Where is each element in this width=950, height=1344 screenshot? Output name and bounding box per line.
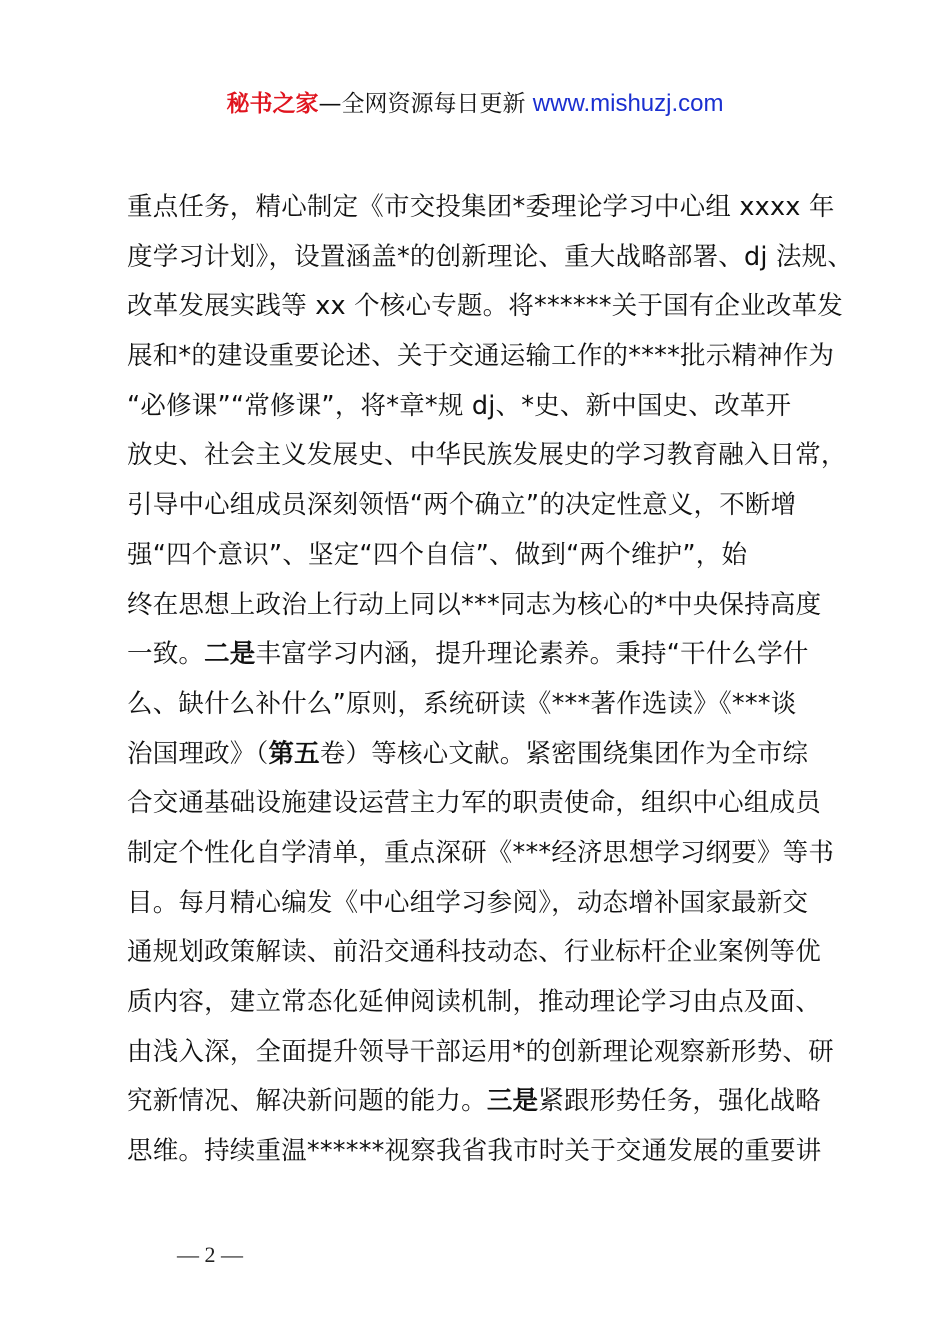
page-number: — 2 —	[177, 1242, 243, 1267]
text-line: 由浅入深，全面提升领导干部运用*的创新理论观察新形势、研	[127, 1036, 834, 1067]
text-line: 重点任务，精心制定《市交投集团*委理论学习中心组 xxxx 年	[127, 192, 835, 222]
header-tagline: —全网资源每日更新	[318, 91, 533, 117]
brand-name: 秘书之家	[226, 91, 319, 117]
text-line: 质内容，建立常态化延伸阅读机制，推动理论学习由点及面、	[127, 987, 821, 1017]
text-segment: 卷）等核心文献。紧密围绕集团作为全市综	[319, 738, 809, 769]
text-line: 放史、社会主义发展史、中华民族发展史的学习教育融入日常，	[127, 440, 847, 471]
site-url-link[interactable]: www.mishuzj.com	[532, 90, 724, 117]
text-segment: 一致。	[127, 639, 205, 670]
text-line	[127, 630, 839, 680]
text-line: 终在思想上政治上行动上同以***同志为核心的*中央保持高度	[127, 589, 822, 620]
site-header	[0, 86, 950, 122]
text-line: 通规划政策解读、前沿交通科技动态、行业标杆企业案例等优	[127, 937, 821, 968]
text-line: 目。每月精心编发《中心组学习参阅》，动态增补国家最新交	[127, 887, 809, 918]
text-segment: 丰富学习内涵，提升理论素养。秉持“干什么学什	[255, 639, 809, 670]
bold-keyword: 二是	[204, 639, 256, 670]
text-line: 强“四个意识”、坚定“四个自信”、做到“两个维护”，始	[127, 539, 748, 570]
text-segment: 究新情况、解决新问题的能力。	[127, 1086, 487, 1117]
document-body	[127, 183, 854, 1177]
text-line: 改革发展实践等 xx 个核心专题。将******关于国有企业改革发	[127, 291, 843, 322]
text-line	[127, 1077, 839, 1127]
text-line: 么、缺什么补什么”原则，系统研读《***著作选读》《***谈	[127, 688, 797, 719]
bold-keyword: 三是	[486, 1086, 539, 1117]
text-segment: 治国理政》（	[127, 738, 269, 769]
text-line: “必修课”“常修课”，将*章*规 dj、*史、新中国史、改革开	[127, 390, 792, 421]
text-line: 度学习计划》，设置涵盖*的创新理论、重大战略部署、dj 法规、	[127, 241, 854, 272]
text-line: 思维。持续重温******视察我省我市时关于交通发展的重要讲	[127, 1136, 822, 1167]
text-line	[127, 730, 839, 780]
text-line: 合交通基础设施建设运营主力军的职责使命，组织中心组成员	[127, 788, 821, 819]
text-line: 制定个性化自学清单，重点深研《***经济思想学习纲要》等书	[127, 837, 835, 868]
text-line: 引导中心组成员深刻领悟“两个确立”的决定性意义，不断增	[127, 490, 797, 521]
bold-keyword: 第五	[268, 738, 320, 769]
text-line: 展和*的建设重要论述、关于交通运输工作的****批示精神作为	[127, 341, 835, 372]
text-segment: 紧跟形势任务，强化战略	[538, 1086, 821, 1117]
